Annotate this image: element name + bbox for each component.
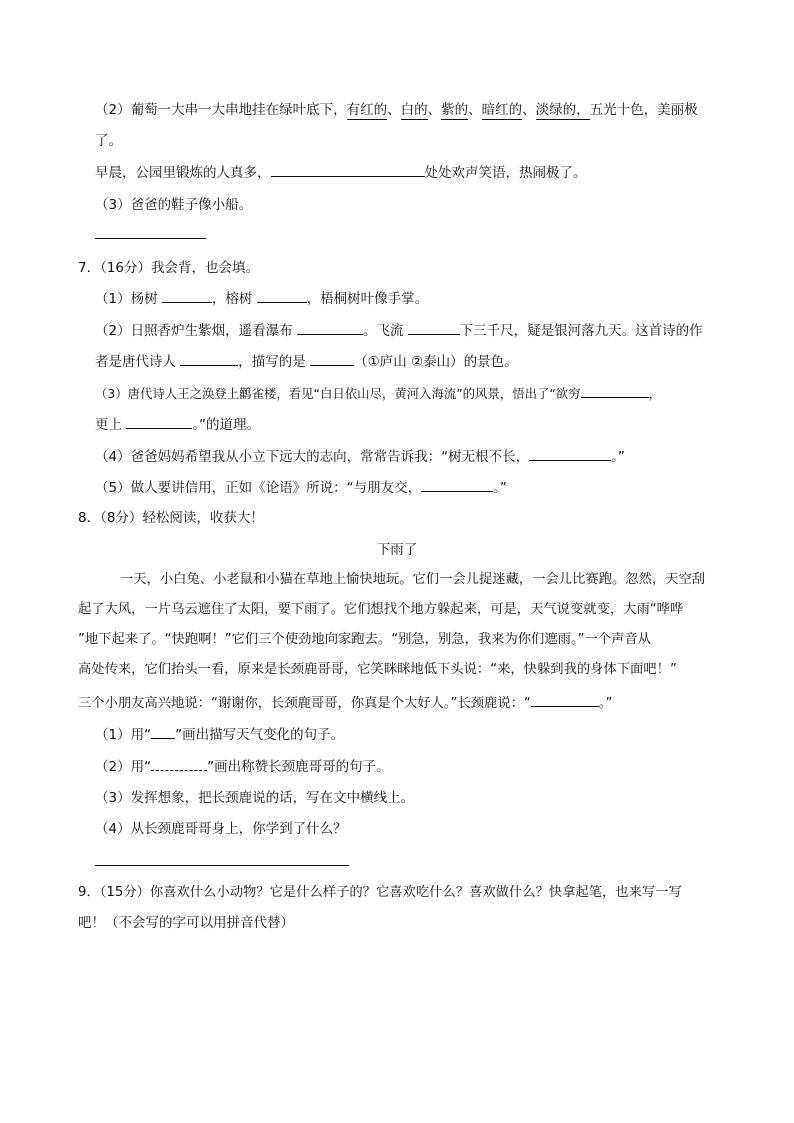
q6-item2-line2: 了。	[95, 133, 122, 149]
q7-blank-4[interactable]	[408, 320, 460, 335]
q6-color-2: 紫的	[441, 102, 469, 118]
q7-blank-8[interactable]	[126, 414, 192, 429]
q6-color-3: 暗红的	[481, 102, 523, 118]
q7-line7: （5）做人要讲信用，正如《论语》所说：“与朋友交， 。”	[95, 477, 507, 498]
q6-morning-blank[interactable]	[271, 162, 425, 177]
q7-line5: 更上 。”的道理。	[95, 414, 260, 435]
q6-morning-line: 早晨，公园里锻炼的人真多， 处处欢声笑语，热闹极了。	[95, 162, 587, 183]
q7-blank-5[interactable]	[180, 351, 238, 366]
q7-blank-10[interactable]	[421, 477, 493, 492]
q7-line1: （1）杨树 ，榕树 ，梧桐树叶像手掌。	[95, 288, 428, 309]
q8-passage-line2: 起了大风，一片乌云遮住了太阳，要下雨了。它们想找个地方躲起来，可是，天气说变就变，大雨“哗哗	[78, 602, 684, 617]
q7-line4: （3）唐代诗人王之涣登上鹳雀楼，看见“白日依山尽，黄河入海流”的风景，悟出了“欲穷 ，	[95, 383, 661, 404]
q7-line2: （2）日照香炉生紫烟，遥看瀑布 。飞流 下三千尺，疑是银河落九天。这首诗的作	[95, 320, 703, 341]
q6-color-4: 淡绿的	[535, 102, 577, 118]
q8-passage-title: 下雨了	[376, 542, 418, 558]
q6-color-1: 白的	[400, 102, 428, 118]
q8-giraffe-blank[interactable]	[531, 692, 599, 707]
q8-sub4: （4）从长颈鹿哥哥身上，你学到了什么？	[95, 821, 347, 837]
q7-line3: 者是唐代诗人 ，描写的是 （①庐山 ②泰山）的景色。	[95, 351, 518, 372]
q6-item2-prefix: （2）葡萄一大串一大串地挂在绿叶底下，	[95, 102, 347, 118]
q6-item2-line1: （2）葡萄一大串一大串地挂在绿叶底下，有红的、白的、紫的、暗红的、淡绿的，五光十色，美丽极	[95, 102, 698, 118]
q6-item3: （3）爸爸的鞋子像小船。	[95, 197, 253, 213]
q8-sub1: （1）用“ ”画出描写天气变化的句子。	[95, 724, 344, 745]
q6-color-0: 有红的	[346, 102, 388, 118]
q8-sub1-line-sample	[151, 724, 175, 739]
q8-header: 8．（8分）轻松阅读，收获大！	[78, 510, 264, 526]
q6-item3-answer-line[interactable]	[95, 238, 206, 239]
q8-passage-line4: 高处传来，它们抬头一看，原来是长颈鹿哥哥，它笑眯眯地低下头说：“来，快躲到我的身体下面吧！”	[78, 662, 677, 677]
q7-line6: （4）爸爸妈妈希望我从小立下远大的志向，常常告诉我：“树无根不长， 。”	[95, 446, 625, 467]
q6-item2-suffix: 五光十色，美丽极	[589, 102, 698, 118]
q7-blank-9[interactable]	[529, 446, 611, 461]
q8-passage-line3: ”地下起来了。“快跑啊！”它们三个使劲地向家跑去。“别急，别急，我来为你们遮雨。”一个声音从	[78, 632, 651, 647]
q7-header: 7．（16分）我会背，也会填。	[78, 260, 260, 276]
q8-sub4-answer-line[interactable]	[95, 865, 349, 866]
q8-passage-line5: 三个小朋友高兴地说：“谢谢你，长颈鹿哥哥，你真是个大好人。”长颈鹿说：“ 。”	[78, 692, 612, 714]
q9-line2: 吧！（不会写的字可以用拼音代替）	[78, 915, 294, 931]
q7-blank-7[interactable]	[581, 383, 649, 398]
q7-blank-3[interactable]	[297, 320, 363, 335]
q7-blank-6[interactable]	[310, 351, 354, 366]
q8-sub2: （2）用“ ”画出称赞长颈鹿哥哥的句子。	[95, 756, 390, 777]
q8-sub3: （3）发挥想象，把长颈鹿说的话，写在文中横线上。	[95, 790, 415, 806]
q7-blank-2[interactable]	[257, 288, 307, 303]
q7-blank-1[interactable]	[162, 288, 212, 303]
q9-line1: 9．（15分）你喜欢什么小动物？它是什么样子的？它喜欢吃什么？喜欢做什么？快拿起笔，也来写一写	[78, 885, 682, 900]
q8-passage-line1: 一天，小白兔、小老鼠和小猫在草地上愉快地玩。它们一会儿捉迷藏，一会儿比赛跑。忽然，天空刮	[120, 572, 706, 587]
q8-sub2-line-sample	[151, 756, 207, 771]
